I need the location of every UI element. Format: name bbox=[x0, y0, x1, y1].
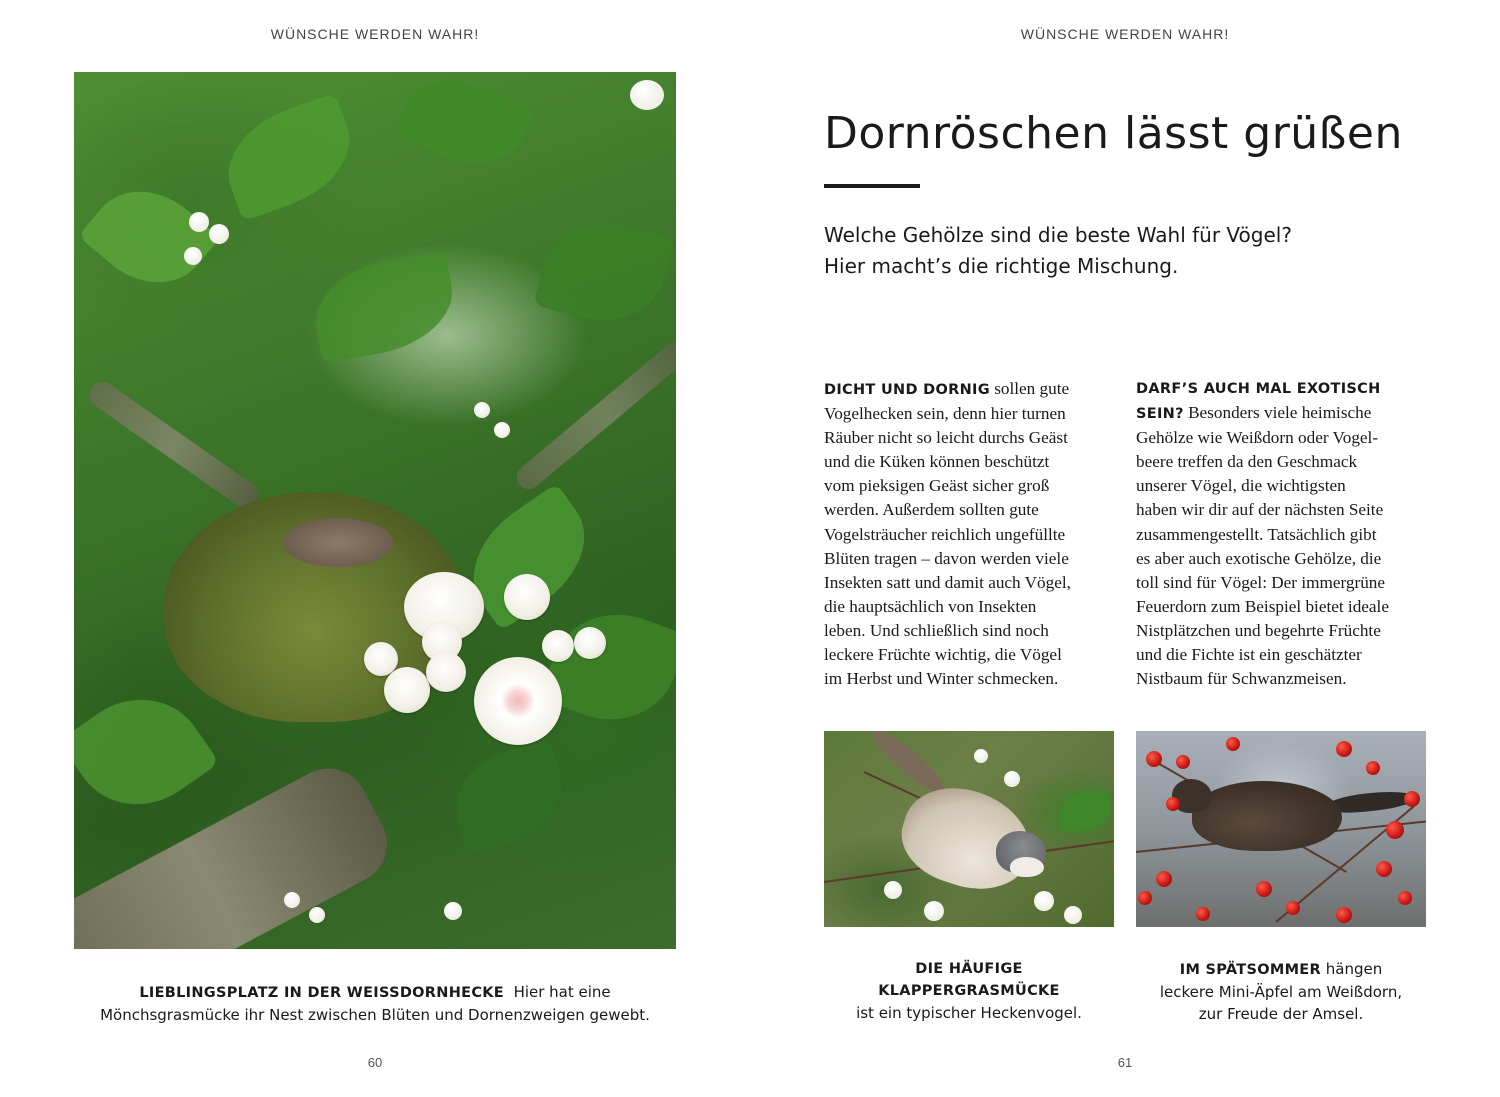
blackbird-caption-text-line1: hängen bbox=[1320, 960, 1383, 978]
column2-lead-line2: SEIN? bbox=[1136, 406, 1184, 423]
warbler-photo bbox=[824, 731, 1114, 927]
nest-photo-caption bbox=[74, 981, 676, 1026]
warbler-caption-lead-line2: KLAPPERGRASMÜCKE bbox=[878, 983, 1060, 999]
column1-line: Insekten satt und damit auch Vögel, bbox=[824, 572, 1071, 592]
title-rule bbox=[824, 184, 920, 188]
column2-line: beere treffen da den Geschmack bbox=[1136, 452, 1358, 472]
page-number-left: 60 bbox=[367, 1055, 383, 1070]
running-head-right: WÜNSCHE WERDEN WAHR! bbox=[1020, 26, 1230, 42]
caption-text-line2: Mönchsgrasmücke ihr Nest zwischen Blüten und Dornenzweigen gewebt. bbox=[100, 1006, 650, 1024]
column2-line: Nistplätzchen und begehrte Früchte bbox=[1136, 620, 1381, 640]
warbler-caption-text: ist ein typischer Heckenvogel. bbox=[856, 1004, 1082, 1022]
column1-line: Räuber nicht so leicht durchs Geäst bbox=[824, 428, 1068, 448]
column1-line: Vogelsträucher reichlich ungefüllte bbox=[824, 524, 1066, 544]
blackbird-caption-text-line2: leckere Mini-Äpfel am Weißdorn, bbox=[1159, 983, 1403, 1001]
column2-line: zusammengestellt. Tatsächlich gibt bbox=[1136, 524, 1377, 544]
blackbird-caption bbox=[1136, 958, 1426, 1025]
column1-line: Vogelhecken sein, denn hier turnen bbox=[824, 404, 1066, 424]
column2-line: und die Fichte ist ein geschätzter bbox=[1136, 645, 1362, 665]
column1-line: sollen gute bbox=[989, 379, 1070, 398]
column1-line: vom pieksigen Geäst sicher groß bbox=[824, 476, 1050, 496]
column2-line: haben wir dir auf der nächsten Seite bbox=[1136, 500, 1384, 520]
subtitle-line2: Hier macht’s die richtige Mischung. bbox=[824, 254, 1179, 278]
column2-line: toll sind für Vögel: Der immergrüne bbox=[1136, 572, 1386, 592]
caption-lead: LIEBLINGSPLATZ IN DER WEISSDORNHECKE bbox=[139, 985, 505, 1001]
column1-lead: DICHT UND DORNIG bbox=[824, 382, 990, 398]
column2-line: es aber auch exotische Gehölze, die bbox=[1136, 548, 1382, 568]
column1-line: Blüten tragen – davon werden viele bbox=[824, 548, 1069, 568]
blackbird-photo bbox=[1136, 731, 1426, 927]
caption-text-line1: Hier hat eine bbox=[513, 983, 611, 1001]
subtitle bbox=[824, 220, 1424, 282]
subtitle-line1: Welche Gehölze sind die beste Wahl für Vögel? bbox=[824, 223, 1292, 247]
nest-photo bbox=[74, 72, 676, 949]
column1-line: die hauptsächlich von Insekten bbox=[824, 596, 1037, 616]
column2-line: Nistbaum für Schwanzmeisen. bbox=[1136, 669, 1347, 689]
column2-line: unserer Vögel, die wichtigsten bbox=[1136, 476, 1346, 496]
blackbird-caption-text-line3: zur Freude der Amsel. bbox=[1198, 1005, 1364, 1023]
warbler-caption-lead-line1: DIE HÄUFIGE bbox=[915, 961, 1023, 977]
column1-line: im Herbst und Winter schmecken. bbox=[824, 669, 1059, 689]
body-column-right bbox=[1136, 377, 1426, 691]
column2-line: Besonders viele heimische bbox=[1183, 403, 1372, 423]
page-title: Dornröschen lässt grüßen bbox=[824, 108, 1403, 159]
column1-line: leben. Und schließlich sind noch bbox=[824, 620, 1049, 640]
column1-line: werden. Außerdem sollten gute bbox=[824, 500, 1039, 520]
warbler-caption bbox=[824, 958, 1114, 1024]
running-head-left: WÜNSCHE WERDEN WAHR! bbox=[270, 26, 480, 42]
column2-lead-line1: DARF’S AUCH MAL EXOTISCH bbox=[1136, 381, 1381, 397]
column1-line: leckere Früchte wichtig, die Vögel bbox=[824, 645, 1062, 665]
blackbird-body bbox=[1192, 781, 1342, 851]
page-number-right: 61 bbox=[1117, 1055, 1133, 1070]
blackbird-caption-lead: IM SPÄTSOMMER bbox=[1179, 962, 1321, 978]
column2-line: Feuerdorn zum Beispiel bietet ideale bbox=[1136, 596, 1389, 616]
column1-line: und die Küken können beschützt bbox=[824, 452, 1050, 472]
body-column-left bbox=[824, 377, 1114, 691]
column2-line: Gehölze wie Weißdorn oder Vogel- bbox=[1136, 428, 1379, 448]
